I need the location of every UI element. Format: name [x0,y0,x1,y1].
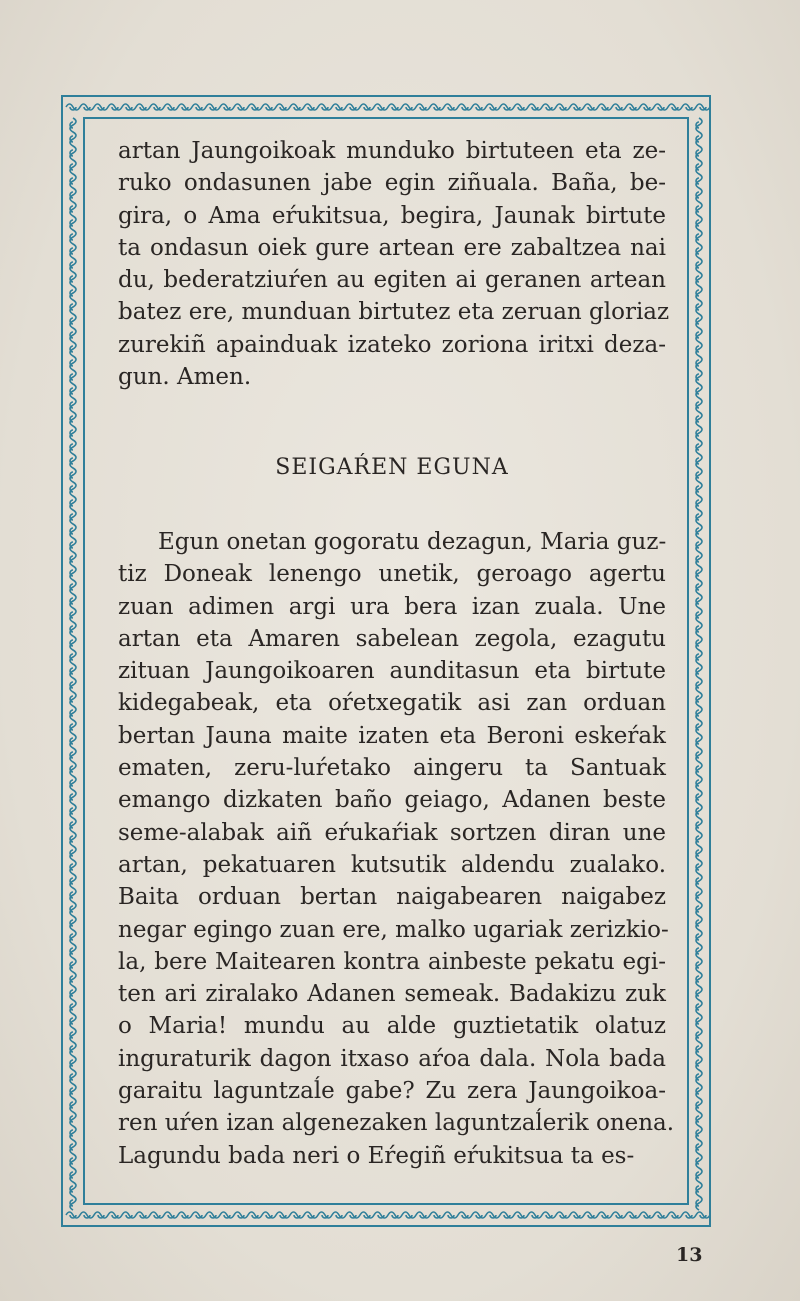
text-line: artan, pekatuaren kutsutik aldendu zualako. [118,851,666,878]
text-line: ruko ondasunen jabe egin ziñuala. Baña, be- [118,170,666,197]
text-line: Baita orduan bertan naigabearen naigabez [118,884,666,911]
text-line: zituan Jaungoikoaren aunditasun eta birtute [118,658,666,685]
text-line: zuan adimen argi ura bera izan zuala. Une [118,593,666,620]
text-line: Lagundu bada neri o Eŕegiñ eŕukitsua ta es- [118,1142,635,1169]
text-line: zurekiñ apainduak izateko zoriona iritxi deza- [118,331,666,358]
text-line: artan Jaungoikoak munduko birtuteen eta ze- [118,138,666,164]
text-line: la, bere Maitearen kontra ainbeste pekatu egi- [118,948,666,975]
paragraph-2 [118,526,675,1172]
text-line: emango dizkaten baño geiago, Adanen beste [118,787,666,814]
text-line: tiz Doneak lenengo unetik, geroago agertu [118,561,666,588]
text-line: o Maria! mundu au alde guztietatik olatuz [118,1013,666,1040]
section-heading: SEIGAŔEN EGUNA [275,455,509,480]
text-line: seme-alabak aiñ eŕukaŕiak sortzen diran une [118,819,666,846]
text-line: Egun onetan gogoratu dezagun, Maria guz- [158,529,667,555]
text-line: garaitu laguntzaĺe gabe? Zu zera Jaungoikoa- [118,1078,666,1105]
text-line: ematen, zeru-luŕetako aingeru ta Santuak [118,755,666,782]
text-line: batez ere, munduan birtutez eta zeruan gloriaz [118,299,670,326]
paragraph-1 [118,135,670,393]
text-line: kidegabeak, eta oŕetxegatik asi zan orduan [118,690,666,717]
text-line: gira, o Ama eŕukitsua, begira, Jaunak birtute [118,202,666,229]
text-line: du, bederatziuŕen au egiten ai geranen artean [118,267,666,294]
text-line: ta ondasun oiek gure artean ere zabaltzea nai [118,234,666,261]
text-line: inguraturik dagon itxaso aŕoa dala. Nola bada [118,1045,666,1072]
text-line: ren uŕen izan algenezaken laguntzaĺerik onena. [118,1110,675,1137]
text-line: artan eta Amaren sabelean zegola, ezagutu [118,625,666,652]
text-line: bertan Jauna maite izaten eta Beroni eskeŕak [118,722,666,749]
text-line: ten ari ziralako Adanen semeak. Badakizu zuk [118,981,666,1008]
page-number: 13 [676,1244,703,1266]
text-line: negar egingo zuan ere, malko ugariak zerizkio- [118,916,669,943]
text-line: gun. Amen. [118,364,252,391]
